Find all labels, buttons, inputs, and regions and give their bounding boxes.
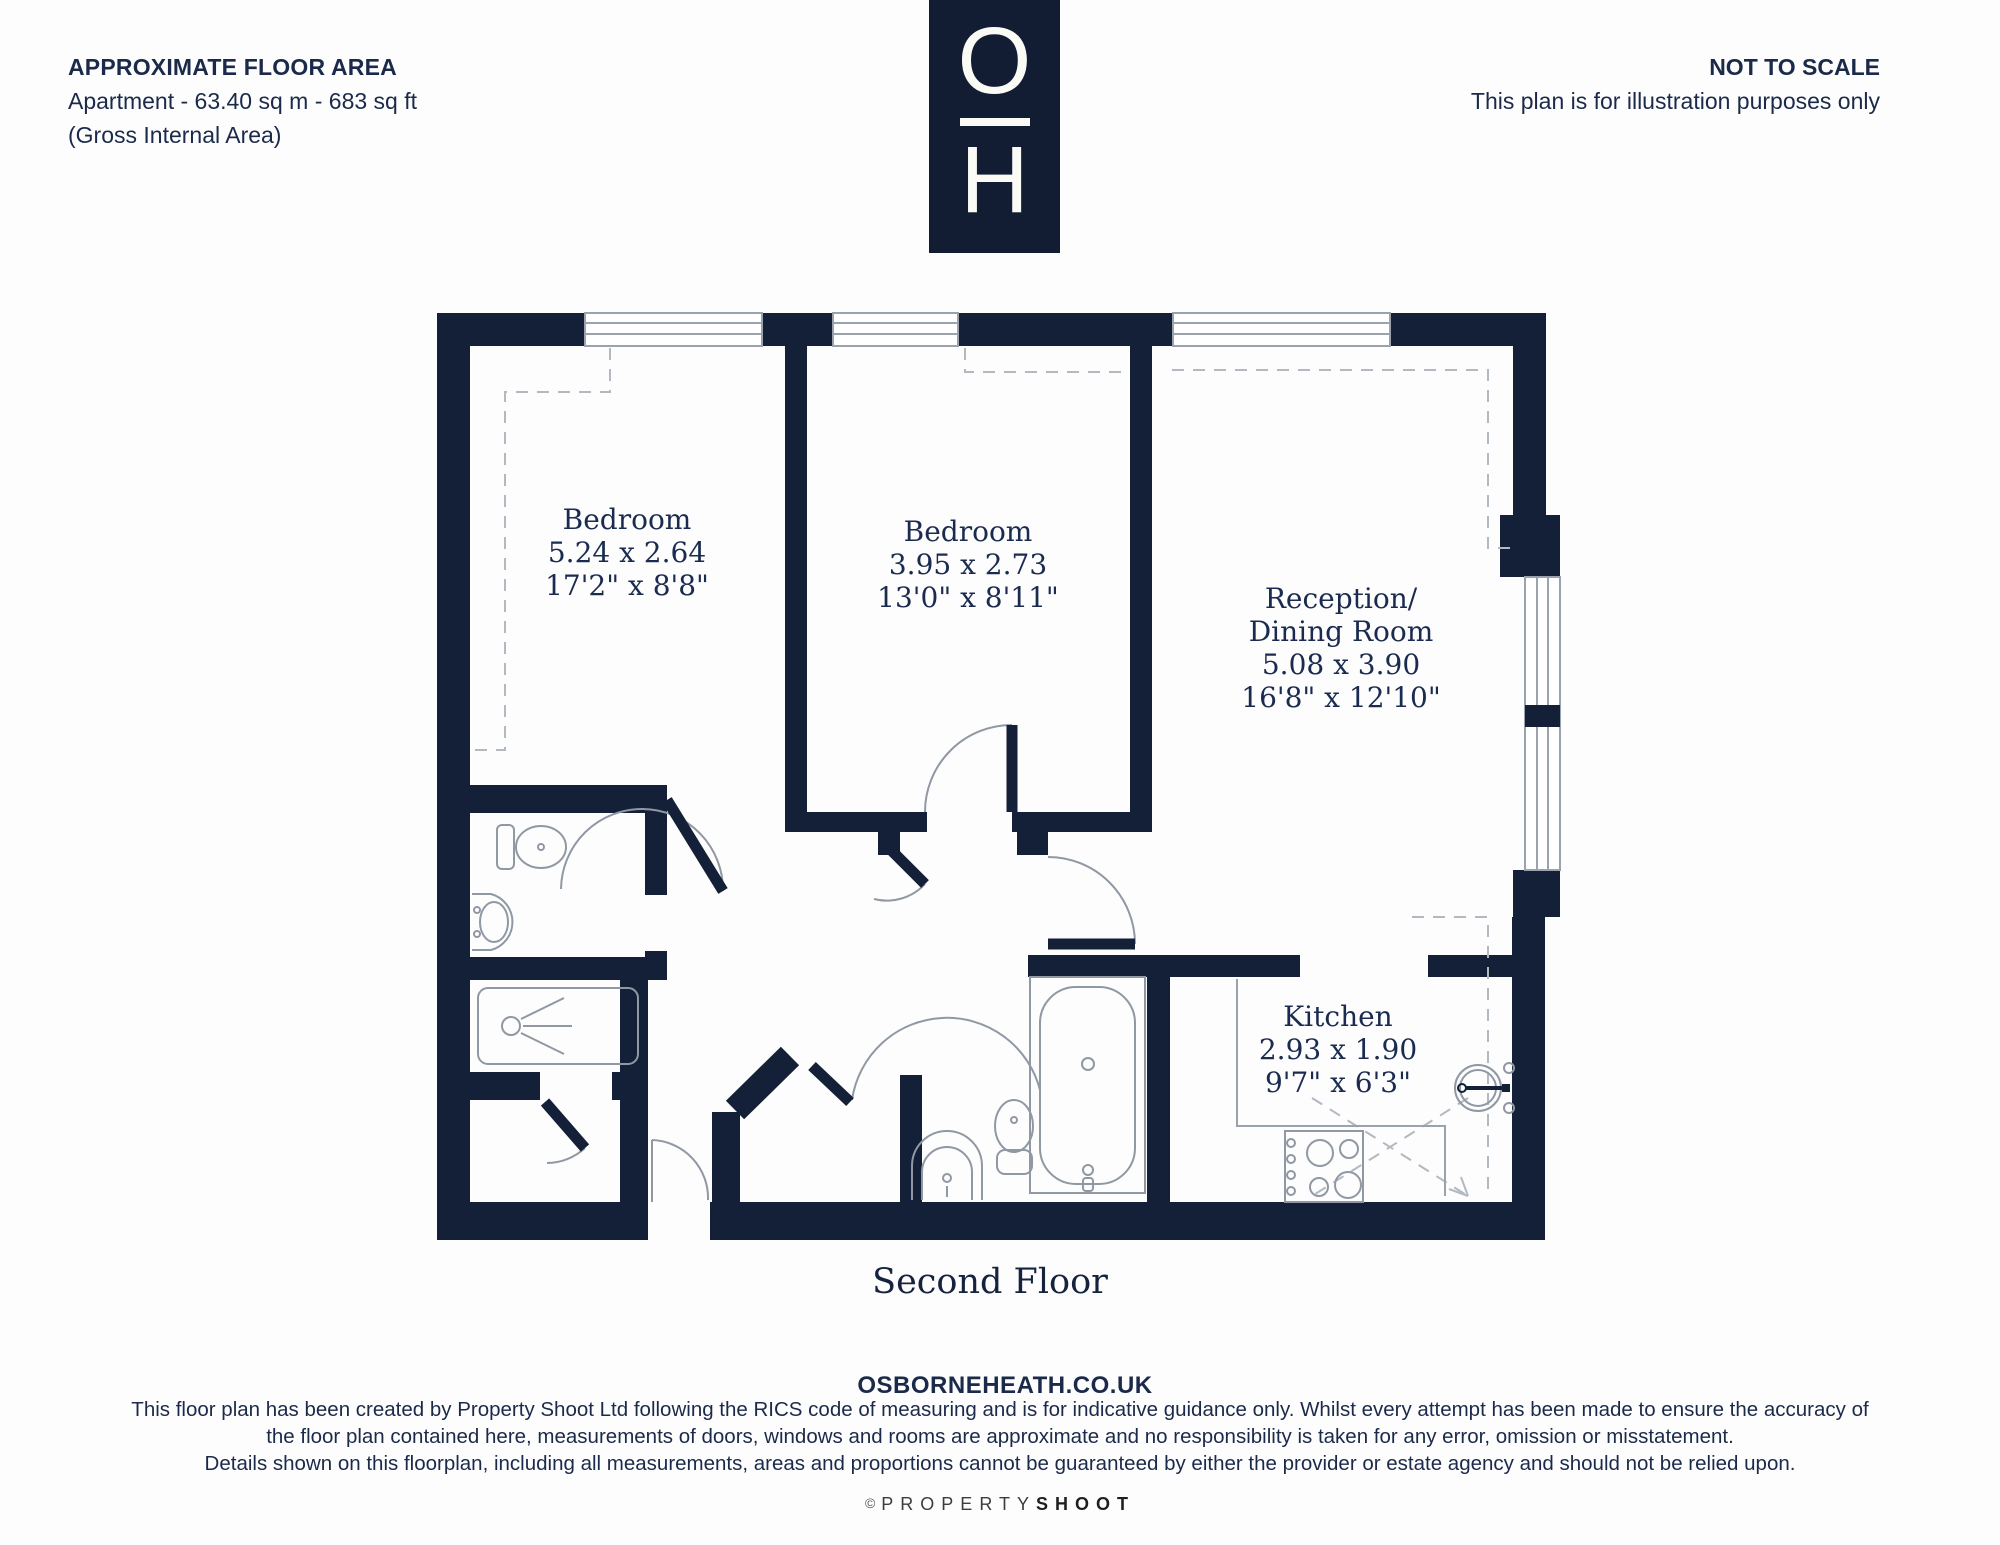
disclaimer-text bbox=[20, 1396, 1980, 1477]
dashed-arrowhead bbox=[1449, 1177, 1468, 1196]
room-name-2: Dining Room bbox=[1248, 615, 1434, 648]
floor-area-title: APPROXIMATE FLOOR AREA bbox=[68, 54, 397, 80]
reception-label bbox=[1181, 582, 1501, 714]
property-shoot-credit bbox=[800, 1494, 1200, 1515]
floor-area-note: (Gross Internal Area) bbox=[68, 122, 282, 148]
walls-group bbox=[437, 313, 1560, 1240]
bedroom-2-label bbox=[808, 515, 1128, 614]
sink2-symbol bbox=[912, 1131, 982, 1200]
disclaimer-line-1: This floor plan has been created by Property Shoot Ltd following the RICS code of measuring and is for indicative guidance only. Whilst every attempt has been made to ensure the accuracy of bbox=[131, 1398, 1869, 1421]
scale-note-line: This plan is for illustration purposes only bbox=[1470, 88, 1880, 114]
toilet-symbol bbox=[497, 825, 566, 869]
room-size-metric: 2.93 x 1.90 bbox=[1258, 1033, 1418, 1066]
room-name: Kitchen bbox=[1283, 1000, 1393, 1033]
floor-name-label: Second Floor bbox=[872, 1262, 1108, 1302]
logo-letter-h: H bbox=[960, 127, 1029, 233]
credit-shoot: SHOOT bbox=[1036, 1494, 1136, 1514]
shower-symbol bbox=[478, 988, 638, 1064]
bathroom1-fixtures bbox=[472, 825, 638, 1064]
hob-symbol bbox=[1285, 1131, 1363, 1202]
room-size-metric: 3.95 x 2.73 bbox=[888, 548, 1048, 581]
room-size-imperial: 16'8" x 12'10" bbox=[1241, 681, 1441, 714]
disclaimer-line-2: the floor plan contained here, measurements of doors, windows and rooms are approximate and no responsibility is taken for any error, omission or misstatement. bbox=[266, 1425, 1734, 1448]
scale-note-title: NOT TO SCALE bbox=[1709, 54, 1880, 80]
logo-letter-o: O bbox=[957, 8, 1032, 114]
kitchen-label bbox=[1188, 1000, 1488, 1099]
room-name: Reception/ bbox=[1264, 582, 1418, 615]
bathtub-symbol bbox=[1030, 977, 1145, 1193]
room-name: Bedroom bbox=[562, 503, 692, 536]
toilet2-symbol bbox=[995, 1100, 1033, 1174]
window-mullion bbox=[1525, 705, 1560, 727]
room-size-metric: 5.08 x 3.90 bbox=[1261, 648, 1421, 681]
room-size-imperial: 17'2" x 8'8" bbox=[545, 569, 709, 602]
room-size-imperial: 13'0" x 8'11" bbox=[877, 581, 1059, 614]
angled-hall-wall bbox=[735, 1056, 790, 1110]
floor-area-value: Apartment - 63.40 sq m - 683 sq ft bbox=[68, 88, 417, 114]
room-size-imperial: 9'7" x 6'3" bbox=[1264, 1066, 1411, 1099]
bedroom-1-label bbox=[467, 503, 787, 602]
agency-website: OSBORNEHEATH.CO.UK bbox=[857, 1372, 1153, 1399]
bathroom2-fixtures bbox=[912, 977, 1145, 1200]
basin-symbol bbox=[472, 894, 512, 950]
room-size-metric: 5.24 x 2.64 bbox=[547, 536, 707, 569]
copyright-icon: © bbox=[864, 1495, 876, 1511]
credit-property: PROPERTY bbox=[881, 1494, 1036, 1514]
disclaimer-line-3: Details shown on this floorplan, including all measurements, areas and proportions cannot be guaranteed by either the provider or estate agency and should not be relied upon. bbox=[204, 1452, 1796, 1475]
room-name: Bedroom bbox=[903, 515, 1033, 548]
